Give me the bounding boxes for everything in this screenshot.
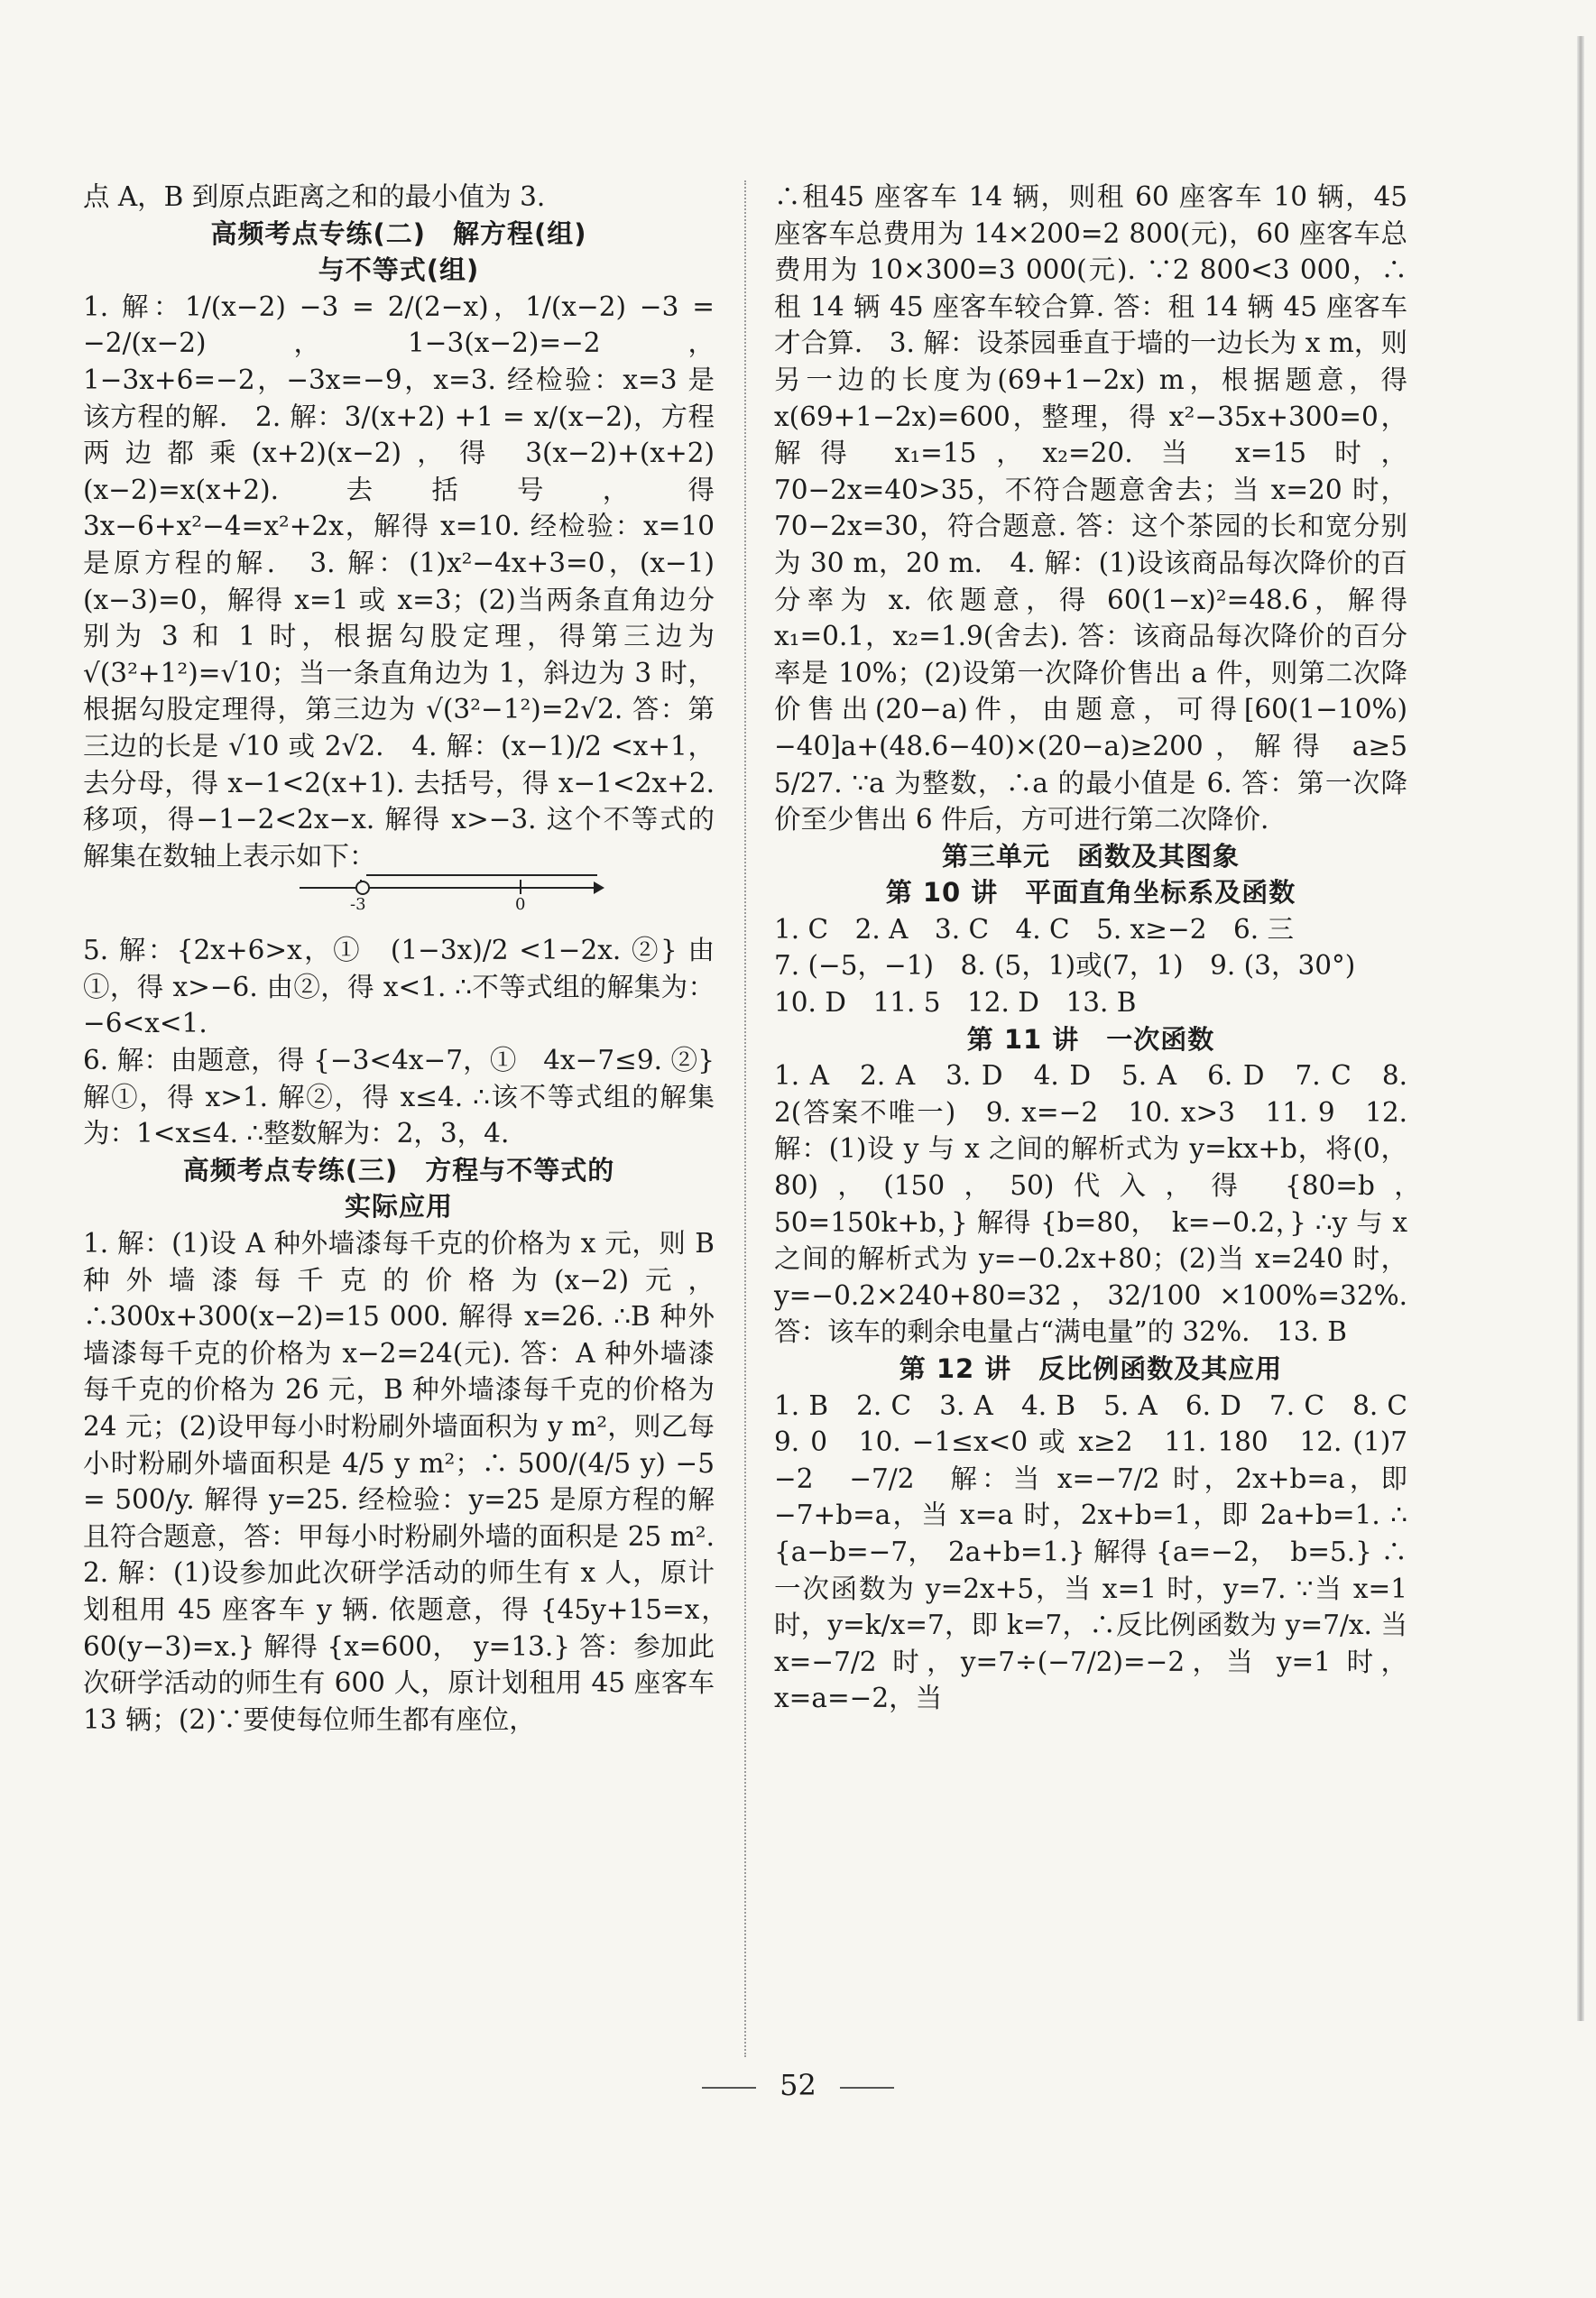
open-circle-point xyxy=(355,881,370,895)
footer-dash xyxy=(840,2087,894,2089)
page-edge-shadow xyxy=(1577,36,1584,2021)
section-heading-cont: 实际应用 xyxy=(344,1191,453,1223)
answer-paragraph: 1. A 2. A 3. D 4. D 5. A 6. D 7. C 8. 2(答案不唯一) 9. x=−2 10. x>3 11. 9 12. 解：(1)设 y 与 x 之间的解析式为 y=kx+b，将(0，80)，(150，50)代入，得 {80=b， 50=150k+b，} 解得 {b=80， k=−0.2，} ∴y 与 x 之间的解析式为 y=−0.2x+80；(2)当 x=240 时，y=−0.2×240+80=32，32/100 ×100%=32%. 答：该车的剩余电量占“满电量”的 32%. 13. B xyxy=(774,1060,1435,1348)
answer-paragraph: 1. B 2. C 3. A 4. B 5. A 6. D 7. C 8. C 9. 0 10. −1≤x<0 或 x≥2 11. 180 12. (1)7 −2 −7/2 解：当 x=−7/2 时，2x+b=a，即−7+b=a，当 x=a 时，2x+b=1，即 2a+b=1. ∴ {a−b=−7， 2a+b=1.} 解得 {a=−2， b=5.} ∴一次函数为 y=2x+5，当 x=1 时，y=7. ∵当 x=1 时，y=k/x=7，即 k=7，∴反比例函数为 y=7/x. 当 x=−7/2 时，y=7÷(−7/2)=−2，当 y=1 时，x=a=−2，当 xyxy=(774,1389,1435,1714)
footer-dash xyxy=(702,2087,756,2089)
axis-label: 0 xyxy=(515,895,526,915)
number-line-figure xyxy=(83,876,715,927)
answer-line: 1. C 2. A 3. C 4. C 5. x≥−2 6. 三 xyxy=(774,913,1294,945)
page-number: 52 xyxy=(780,2068,816,2102)
section-heading: 高频考点专练(三) 方程与不等式的 xyxy=(182,1154,615,1186)
left-column xyxy=(83,179,742,1738)
answer-paragraph: ∴租45 座客车 14 辆，则租 60 座客车 10 辆，45 座客车总费用为 14×200=2 800(元)，60 座客车总费用为 10×300=3 000(元). ∵2 800<3 000，∴租 14 辆 45 座客车较合算. 答：租 14 辆 45 座客车才合算. 3. 解：设茶园垂直于墙的一边长为 x m，则另一边的长度为(69+1−2x) m，根据题意，得 x(69+1−2x)=600，整理，得 x²−35x+300=0，解得 x₁=15，x₂=20. 当 x=15 时，70−2x=40>35，不符合题意舍去；当 x=20 时，70−2x=30，符合题意. 答：这个茶园的长和宽分别为 30 m，20 m. 4. 解：(1)设该商品每次降价的百分率为 x. 依题意，得 60(1−x)²=48.6，解得 x₁=0.1，x₂=1.9(舍去). 答：该商品每次降价的百分率是 10%；(2)设第一次降价售出 a 件，则第二次降价售出(20−a)件，由题意，可得[60(1−10%)−40]a+(48.6−40)×(20−a)≥200，解得 a≥5 5/27. ∵a 为整数，∴a 的最小值是 6. 答：第一次降价至少售出 6 件后，方可进行第二次降价. xyxy=(774,181,1407,835)
answer-paragraph: 5. 解：{2x+6>x，① (1−3x)/2 <1−2x. ②} 由①，得 x>−6. 由②，得 x<1. ∴不等式组的解集为：−6<x<1. xyxy=(83,935,715,1039)
answer-paragraph: 6. 解：由题意，得 {−3<4x−7，① 4x−7≤9. ②} 解①，得 x>1. 解②，得 x≤4. ∴该不等式组的解集为：1<x≤4. ∴整数解为：2，3，4. xyxy=(83,1045,715,1149)
column-divider xyxy=(744,180,746,2057)
number-line-tick xyxy=(520,880,521,894)
answer-paragraph: 1. 解：(1)设 A 种外墙漆每千克的价格为 x 元，则 B 种外墙漆每千克的价格为(x−2)元，∴300x+300(x−2)=15 000. 解得 x=26. ∴B 种外墙漆每千克的价格为 x−2=24(元). 答：A 种外墙漆每千克的价格为 26 元，B 种外墙漆每千克的价格为 24 元；(2)设甲每小时粉刷外墙面积为 y m²，则乙每小时粉刷外墙面积是 4/5 y m²；∴ 500/(4/5 y) −5 = 500/y. 解得 y=25. 经检验：y=25 是原方程的解且符合题意，答：甲每小时粉刷外墙的面积是 25 m². 2. 解：(1)设参加此次研学活动的师生有 x 人，原计划租用 45 座客车 y 辆. 依题意，得 {45y+15=x， 60(y−3)=x.} 解得 {x=600， y=13.} 答：参加此次研学活动的师生有 600 人，原计划租用 45 座客车 13 辆；(2)∵要使每位师生都有座位， xyxy=(83,1228,742,1735)
number-line-axis xyxy=(300,887,597,889)
answer-paragraph: 1. 解：1/(x−2) −3 = 2/(2−x)，1/(x−2) −3 = −2/(x−2)，1−3(x−2)=−2，1−3x+6=−2，−3x=−9，x=3. 经检验：x=3 是该方程的解. 2. 解：3/(x+2) +1 = x/(x−2)，方程两边都乘(x+2)(x−2)，得 3(x−2)+(x+2)(x−2)=x(x+2). 去括号，得 3x−6+x²−4=x²+2x，解得 x=10. 经检验：x=10 是原方程的解. 3. 解：(1)x²−4x+3=0，(x−1)(x−3)=0，解得 x=1 或 x=3；(2)当两条直角边分别为 3 和 1 时，根据勾股定理，得第三边为 √(3²+1²)=√10；当一条直角边为 1，斜边为 3 时，根据勾股定理得，第三边为 √(3²−1²)=2√2. 答：第三边的长是 √10 或 2√2. 4. 解：(x−1)/2 <x+1，去分母，得 x−1<2(x+1). 去括号，得 x−1<2x+2. 移项，得−1−2<2x−x. 解得 x>−3. 这个不等式的解集在数轴上表示如下： xyxy=(83,291,715,872)
answer-line: 7. (−5，−1) 8. (5，1)或(7，1) 9. (3，30°) xyxy=(774,950,1356,982)
lecture-heading: 第 11 讲 一次函数 xyxy=(966,1023,1215,1055)
unit-heading: 第三单元 函数及其图象 xyxy=(941,840,1240,872)
text-line: 点 A，B 到原点距离之和的最小值为 3. xyxy=(83,181,546,212)
section-heading-cont: 与不等式(组) xyxy=(318,254,480,286)
right-column xyxy=(774,179,1435,1717)
section-heading: 高频考点专练(二) 解方程(组) xyxy=(210,217,587,249)
lecture-heading: 第 10 讲 平面直角坐标系及函数 xyxy=(885,877,1296,909)
axis-label: -3 xyxy=(350,895,366,915)
answer-line: 10. D 11. 5 12. D 13. B xyxy=(774,987,1137,1019)
axis-arrow xyxy=(594,881,604,894)
lecture-heading: 第 12 讲 反比例函数及其应用 xyxy=(899,1353,1283,1384)
page-number-footer xyxy=(0,2068,1596,2102)
solution-ray xyxy=(366,874,597,876)
